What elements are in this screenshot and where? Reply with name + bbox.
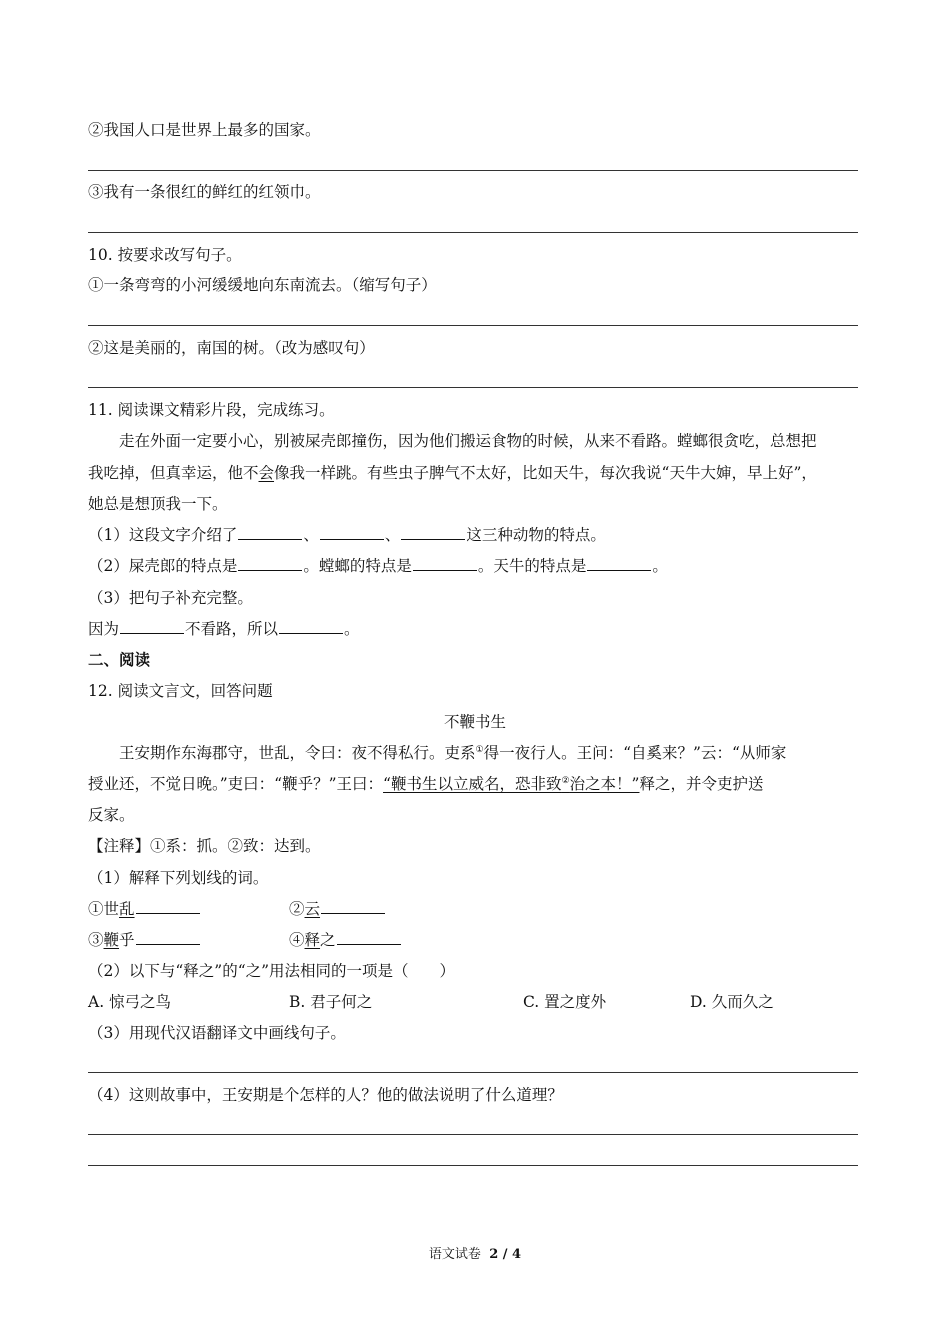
- answer-line[interactable]: [88, 387, 858, 388]
- q11-title: 11. 阅读课文精彩片段，完成练习。: [88, 401, 335, 419]
- fill-blank[interactable]: [136, 898, 200, 914]
- q11-sub-1: （1）这段文字介绍了 、 、 这三种动物的特点。: [88, 526, 606, 544]
- option-c[interactable]: C. 置之度外: [523, 993, 607, 1011]
- fill-blank[interactable]: [321, 898, 385, 914]
- option-b[interactable]: B. 君子何之: [289, 993, 373, 1011]
- page-footer: 语文试卷 2 / 4: [428, 1247, 522, 1262]
- q9-sentence-2: ②我国人口是世界上最多的国家。: [88, 121, 321, 139]
- fill-blank[interactable]: [238, 555, 302, 571]
- q11-sub-3-sentence: 因为 不看路，所以 。: [88, 620, 360, 638]
- q12-sub-4: （4）这则故事中，王安期是个怎样的人？他的做法说明了什么道理？: [88, 1086, 563, 1104]
- answer-line[interactable]: [88, 232, 858, 233]
- word-item-1: ①世乱: [88, 898, 201, 920]
- answer-line[interactable]: [88, 1134, 858, 1135]
- word-item-3: ③鞭乎: [88, 929, 201, 951]
- q12-sub-1: （1）解释下列划线的词。: [88, 869, 269, 887]
- q12-title: 12. 阅读文言文，回答问题: [88, 682, 273, 700]
- q11-passage-line-1: 走在外面一定要小心，别被屎壳郎撞伤，因为他们搬运食物的时候，从来不看路。螳螂很贪吃，总想把: [119, 432, 817, 450]
- answer-line[interactable]: [88, 170, 858, 171]
- q12-passage-line-3: 反家。: [88, 806, 135, 824]
- fill-blank[interactable]: [238, 524, 302, 540]
- q10-sentence-1: ①一条弯弯的小河缓缓地向东南流去。（缩写句子）: [88, 276, 437, 294]
- section-heading: 二、阅读: [88, 650, 151, 669]
- option-a[interactable]: A. 惊弓之鸟: [88, 993, 172, 1011]
- fill-blank[interactable]: [120, 618, 184, 634]
- answer-line[interactable]: [88, 325, 858, 326]
- fill-blank[interactable]: [587, 555, 651, 571]
- annotation: 【注释】①系：抓。②致：达到。: [88, 837, 321, 855]
- q11-sub-2: （2）屎壳郎的特点是 。螳螂的特点是 。天牛的特点是 。: [88, 557, 668, 575]
- fill-blank[interactable]: [279, 618, 343, 634]
- fill-blank[interactable]: [401, 524, 465, 540]
- answer-line[interactable]: [88, 1072, 858, 1073]
- q11-passage-line-2: 我吃掉，但真幸运，他不会像我一样跳。有些虫子脾气不太好，比如天牛，每次我说“天牛大婶，早上好”，: [88, 464, 817, 482]
- option-d[interactable]: D. 久而久之: [690, 993, 774, 1011]
- q12-passage-line-2: 授业还，不觉日晚。”吏曰：“鞭乎？”王曰：“鞭书生以立威名，恐非致②治之本！”释之，并令吏护送: [88, 775, 764, 793]
- page-total: 4: [512, 1247, 522, 1262]
- fill-blank[interactable]: [337, 929, 401, 945]
- q12-passage-line-1: 王安期作东海郡守，世乱，令曰：夜不得私行。吏系①得一夜行人。王问：“自奚来？”云：“从师家: [119, 744, 787, 762]
- footnote-mark: ①: [475, 744, 484, 755]
- fill-blank[interactable]: [320, 524, 384, 540]
- fill-blank[interactable]: [136, 929, 200, 945]
- q10-title: 10. 按要求改写句子。: [88, 246, 242, 264]
- q11-passage-line-3: 她总是想顶我一下。: [88, 495, 228, 513]
- fill-blank[interactable]: [413, 555, 477, 571]
- q11-sub-3: （3）把句子补充完整。: [88, 589, 253, 607]
- passage-title: 不鞭书生: [443, 713, 506, 731]
- word-item-4: ④释之: [289, 929, 402, 951]
- underlined-word: 会: [258, 464, 275, 482]
- word-item-2: ②云: [289, 898, 386, 920]
- q9-sentence-3: ③我有一条很红的鲜红的红领巾。: [88, 183, 321, 201]
- footnote-mark: ②: [561, 775, 570, 786]
- q12-sub-3: （3）用现代汉语翻译文中画线句子。: [88, 1024, 346, 1042]
- q10-sentence-2: ②这是美丽的，南国的树。（改为感叹句）: [88, 339, 375, 357]
- underlined-sentence: “鞭书生以立威名，恐非致②治之本！”: [383, 775, 640, 793]
- q12-sub-2: （2）以下与“释之”的“之”用法相同的一项是（ ）: [88, 962, 456, 980]
- page-number: 2: [489, 1247, 499, 1262]
- answer-line[interactable]: [88, 1165, 858, 1166]
